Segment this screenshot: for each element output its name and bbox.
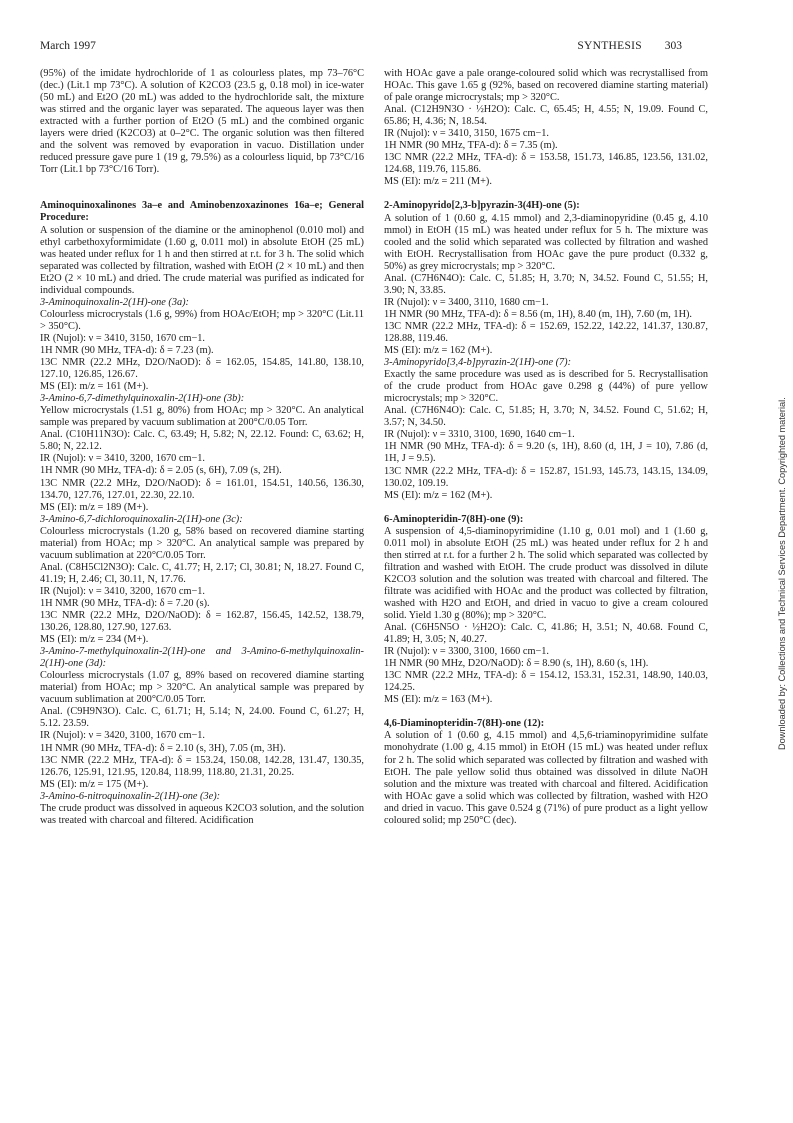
paragraph: Anal. (C7H6N4O): Calc. C, 51.85; H, 3.70; N, 34.52. Found C, 51.62; H, 3.57; N, 34.50.: [384, 405, 708, 429]
issue-date: March 1997: [40, 40, 96, 52]
paragraph: MS (EI): m/z = 162 (M+).: [384, 489, 493, 501]
paragraph: MS (EI): m/z = 162 (M+).: [384, 345, 493, 357]
paragraph: with HOAc gave a pale orange-coloured solid which was recrystallised from HOAc. This gave 1.65 g (92%, based on recovered diamine starting material) of pale orange microcrystals; mp > 320°C.: [384, 68, 708, 104]
paragraph: 1H NMR (90 MHz, D2O/NaOD): δ = 8.90 (s, 1H), 8.60 (s, 1H).: [384, 658, 649, 670]
journal-name: SYNTHESIS: [577, 40, 642, 52]
section-spacer: [384, 188, 708, 200]
paragraph: IR (Nujol): ν = 3410, 3200, 1670 cm−1.: [40, 585, 205, 597]
paragraph: 13C NMR (22.2 MHz, D2O/NaOD): δ = 162.05, 154.85, 141.80, 138.10, 127.10, 126.85, 126.67.: [40, 357, 364, 381]
paragraph: IR (Nujol): ν = 3400, 3110, 1680 cm−1.: [384, 296, 549, 308]
compound-name: 3-Amino-7-methylquinoxalin-2(1H)-one and 3-Amino-6-methylquinoxalin-2(1H)-one (3d):: [40, 646, 364, 670]
compound-name: 3-Amino-6,7-dimethylquinoxalin-2(1H)-one (3b):: [40, 393, 245, 405]
paragraph: 1H NMR (90 MHz, TFA-d): δ = 2.10 (s, 3H), 7.05 (m, 3H).: [40, 742, 286, 754]
paragraph: The crude product was dissolved in aqueous K2CO3 solution, and the solution was treated with charcoal and filtered. Acidification: [40, 802, 364, 826]
paragraph: Anal. (C9H9N3O). Calc. C, 61.71; H, 5.14; N, 24.00. Found C, 61.27; H, 5.12. 23.59.: [40, 706, 364, 730]
paragraph: IR (Nujol): ν = 3410, 3150, 1670 cm−1.: [40, 332, 205, 344]
section-heading: 6-Aminopteridin-7(8H)-one (9):: [384, 513, 524, 525]
paragraph: A suspension of 4,5-diaminopyrimidine (1.10 g, 0.01 mol) and 1 (1.60 g, 0.011 mol) in absolute EtOH (25 mL) was heated under reflux for 2 h and then stirred at r.t. for a further 2 h. The solid which separated was collected by filtration and washed with EtOH. The crude product was dissolved in dilute K2CO3 solution and the solution was treated with charcoal and filtered. The filtrate was acidified with HOAc and the product was collected by filtration, washed with H2O and EtOH, and dried in vacuo to give a cream coloured solid. Yield 1.30 g (80%); mp > 320°C.: [384, 525, 708, 622]
paragraph: 13C NMR (22.2 MHz, D2O/NaOD): δ = 162.87, 156.45, 142.52, 138.79, 130.26, 128.80, 127.90, 127.63.: [40, 610, 364, 634]
paragraph: Anal. (C12H9N3O · ½H2O): Calc. C, 65.45; H, 4.55; N, 19.09. Found C, 65.86; H, 4.36; N, 18.54.: [384, 104, 708, 128]
compound-name: 3-Amino-6-nitroquinoxalin-2(1H)-one (3e):: [40, 790, 221, 802]
paragraph: Anal. (C6H5N5O · ½H2O): Calc. C, 41.86; H, 3.51; N, 40.68. Found C, 41.89; H, 3.05; N, 40.27.: [384, 622, 708, 646]
paragraph: MS (EI): m/z = 175 (M+).: [40, 778, 149, 790]
paragraph: 13C NMR (22.2 MHz, TFA-d): δ = 153.24, 150.08, 142.28, 131.47, 130.35, 126.76, 125.91, 121.95, 120.84, 118.99, 118.80, 21.31, 20.25.: [40, 754, 364, 778]
paragraph: 1H NMR (90 MHz, TFA-d): δ = 7.23 (m).: [40, 344, 214, 356]
paragraph: 13C NMR (22.2 MHz, TFA-d): δ = 152.69, 152.22, 142.22, 141.37, 130.87, 128.88, 119.46.: [384, 320, 708, 344]
paragraph: A solution of 1 (0.60 g, 4.15 mmol) and 4,5,6-triaminopyrimidine sulfate monohydrate (1.00 g, 4.15 mmol) in EtOH (15 mL) was heated under reflux for 2 h. The solid which separated was collected by filtration and washed with EtOH. The pale yellow solid thus obtained was dissolved in dilute NaOH solution and the mixture was treated with charcoal and filtered. Acidification with HOAc gave a solid which was collected by filtration, washed with H2O and dried in vacuo. This gave 0.524 g (71%) of pure product as a light yellow coloured solid; mp 250°C (dec).: [384, 730, 708, 826]
paragraph: 13C NMR (22.2 MHz, TFA-d): δ = 154.12, 153.31, 152.31, 148.90, 140.03, 124.25.: [384, 670, 708, 694]
paragraph: 1H NMR (90 MHz, TFA-d): δ = 7.35 (m).: [384, 140, 558, 152]
paragraph: MS (EI): m/z = 211 (M+).: [384, 176, 492, 188]
copyright-notice: Downloaded by: Collections and Technical Services Department. Copyrighted material.: [777, 397, 787, 750]
compound-name: 3-Aminopyrido[3,4-b]pyrazin-2(1H)-one (7):: [384, 357, 572, 369]
paragraph: MS (EI): m/z = 189 (M+).: [40, 501, 149, 513]
paragraph: Colourless microcrystals (1.6 g, 99%) from HOAc/EtOH; mp > 320°C (Lit.11 > 350°C).: [40, 308, 364, 332]
paragraph: Colourless microcrystals (1.20 g, 58% based on recovered diamine starting material) from HOAc; mp > 320°C. An analytical sample was prepared by vacuum sublimation at 220°C/0.05 Torr.: [40, 525, 364, 561]
paragraph: MS (EI): m/z = 161 (M+).: [40, 381, 149, 393]
paragraph: Yellow microcrystals (1.51 g, 80%) from HOAc; mp > 320°C. An analytical sample was prepared by vacuum sublimation at 200°C/0.05 Torr.: [40, 405, 364, 429]
page-header: [40, 40, 682, 54]
paragraph: (95%) of the imidate hydrochloride of 1 as colourless plates, mp 73–76°C (dec.) (Lit.1 mp 73°C). A solution of K2CO3 (23.5 g, 0.18 mol) in ice-water (50 mL) and Et2O (20 mL) was added to the hydrochloride salt, the mixture was stirred and the organic layer was separated. The aqueous layer was then extracted with a further portion of Et2O (5 mL) and the combined organic layers were dried (K2CO3) at 0–2°C. The organic solution was then filtered and the solvent was removed by evaporation in vacuo. Distillation under reduced pressure gave pure 1 (19 g, 79.5%) as a colourless liquid, bp 73°C/16 Torr (Lit.1 bp 73°C/16 Torr).: [40, 68, 364, 176]
right-column: [384, 68, 708, 827]
paragraph: 13C NMR (22.2 MHz, D2O/NaOD): δ = 161.01, 154.51, 140.56, 136.30, 134.70, 127.76, 127.01, 22.30, 22.10.: [40, 477, 364, 501]
paragraph: Exactly the same procedure was used as is described for 5. Recrystallisation of the crude product from HOAc gave 0.298 g (44%) of pure yellow microcrystals; mp > 320°C.: [384, 369, 708, 405]
paragraph: IR (Nujol): ν = 3410, 3200, 1670 cm−1.: [40, 453, 205, 465]
paragraph: MS (EI): m/z = 163 (M+).: [384, 694, 493, 706]
left-column: [40, 68, 364, 827]
paragraph: MS (EI): m/z = 234 (M+).: [40, 634, 149, 646]
paragraph: A solution of 1 (0.60 g, 4.15 mmol) and 2,3-diaminopyridine (0.45 g, 4.10 mmol) in EtOH (15 mL) was heated under reflux for 5 h. The mixture was cooled and the solid which separated was collected by filtration and washed with EtOH. Recrystallisation from HOAc gave the pure product (0.332 g, 50%) as grey microcrystals; mp > 320°C.: [384, 212, 708, 272]
paragraph: 1H NMR (90 MHz, TFA-d): δ = 7.20 (s).: [40, 597, 210, 609]
section-heading: 2-Aminopyrido[2,3-b]pyrazin-3(4H)-one (5):: [384, 200, 580, 212]
paragraph: IR (Nujol): ν = 3300, 3100, 1660 cm−1.: [384, 646, 549, 658]
compound-name: 3-Aminoquinoxalin-2(1H)-one (3a):: [40, 296, 189, 308]
paragraph: Colourless microcrystals (1.07 g, 89% based on recovered diamine starting material) from HOAc; mp > 320°C. An analytical sample was prepared by vacuum sublimation at 200°C/0.05 Torr.: [40, 670, 364, 706]
paragraph: 1H NMR (90 MHz, TFA-d): δ = 8.56 (m, 1H), 8.40 (m, 1H), 7.60 (m, 1H).: [384, 308, 693, 320]
paragraph: Anal. (C8H5Cl2N3O): Calc. C, 41.77; H, 2.17; Cl, 30.81; N, 18.27. Found C, 41.19; H, 2.46; Cl, 30.11, N, 17.76.: [40, 561, 364, 585]
section-heading: 4,6-Diaminopteridin-7(8H)-one (12):: [384, 718, 545, 730]
paragraph: 1H NMR (90 MHz, TFA-d): δ = 9.20 (s, 1H), 8.60 (d, 1H, J = 10), 7.86 (d, 1H, J = 9.5).: [384, 441, 708, 465]
paragraph: IR (Nujol): ν = 3410, 3150, 1675 cm−1.: [384, 128, 549, 140]
paragraph: Anal. (C10H11N3O): Calc. C, 63.49; H, 5.82; N, 22.12. Found: C, 63.62; H, 5.80; N, 22.12.: [40, 429, 364, 453]
section-heading: Aminoquinoxalinones 3a–e and Aminobenzoxazinones 16a–e; General Procedure:: [40, 200, 364, 224]
paragraph: 13C NMR (22.2 MHz, TFA-d): δ = 152.87, 151.93, 145.73, 143.15, 134.09, 130.02, 109.19.: [384, 465, 708, 489]
compound-name: 3-Amino-6,7-dichloroquinoxalin-2(1H)-one (3c):: [40, 513, 243, 525]
paragraph: 1H NMR (90 MHz, TFA-d): δ = 2.05 (s, 6H), 7.09 (s, 2H).: [40, 465, 282, 477]
section-spacer: [40, 176, 364, 200]
paragraph: IR (Nujol): ν = 3310, 3100, 1690, 1640 cm−1.: [384, 429, 575, 441]
paragraph: A solution or suspension of the diamine or the aminophenol (0.010 mol) and ethyl carbethoxyformimidate (1.60 g, 0.011 mol) in absolute EtOH (25 mL) was heated under reflux for 1 h and then stirred at r.t. for 3 h. The solid which separated was collected by filtration, washed with EtOH (2 × 10 mL) and then Et2O (2 × 10 mL) and dried. The crude material was purified as indicated for individual compounds.: [40, 224, 364, 296]
paragraph: 13C NMR (22.2 MHz, TFA-d): δ = 153.58, 151.73, 146.85, 123.56, 131.02, 124.68, 119.76, 115.86.: [384, 152, 708, 176]
section-spacer: [384, 502, 708, 514]
paragraph: Anal. (C7H6N4O): Calc. C, 51.85; H, 3.70; N, 34.52. Found C, 51.55; H, 3.90; N, 33.85.: [384, 272, 708, 296]
section-spacer: [384, 706, 708, 718]
copyright-sidebar: [776, 397, 788, 750]
page-number: 303: [664, 40, 682, 52]
paragraph: IR (Nujol): ν = 3420, 3100, 1670 cm−1.: [40, 730, 205, 742]
